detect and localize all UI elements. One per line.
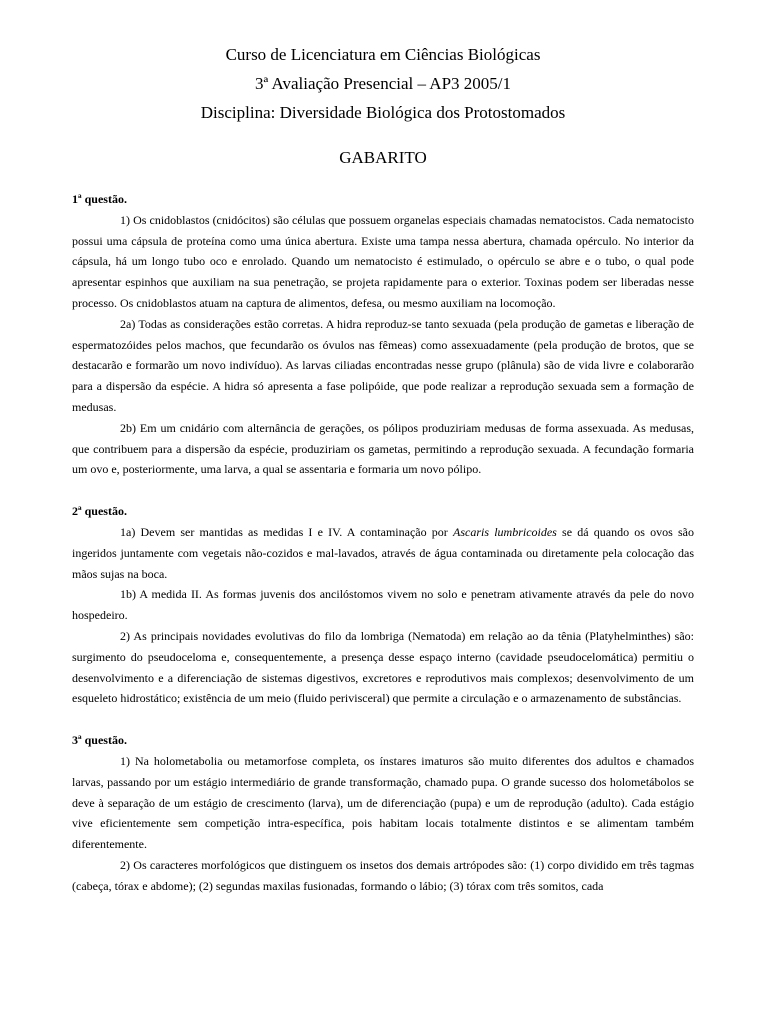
- question-1-answer-2b: 2b) Em um cnidário com alternância de gerações, os pólipos produziriam medusas de forma assexuada. As medusas, que contribuem para a dispersão da espécie, produziriam os gametas, permitindo a reprodução sexuada. A fecundação formaria um ovo e, posteriormente, uma larva, a qual se assentaria e formaria um novo pólipo.: [72, 420, 694, 477]
- question-2-answer-1b: 1b) A medida II. As formas juvenis dos ancilóstomos vivem no solo e penetram ativamente através da pele do novo hospedeiro.: [72, 587, 694, 623]
- question-2: [72, 501, 694, 709]
- question-1-answer-2a: 2a) Todas as considerações estão corretas. A hidra reproduz-se tanto sexuada (pela produção de gametas e liberação de espermatozóides pelos machos, que fecundarão os óvulos nas fêmeas) como assexuadamente (pela produção de brotos, que se destacarão e formarão um novo indivíduo). As larvas ciliadas encontradas nesse grupo (plânula) são de vida livre e colaborarão para a dispersão da espécie. A hidra só apresenta a fase polipóide, que pode realizar a reprodução sexuada sem a formação de medusas.: [72, 316, 694, 414]
- question-3-answer-1: 1) Na holometabolia ou metamorfose completa, os ínstares imaturos são muito diferentes dos adultos e chamados larvas, passando por um estágio intermediário de grande transformação, chamado pupa. O grande sucesso dos holometábolos se deve à separação de um estágio de crescimento (larva), um de diferenciação (pupa) e um de reprodução (adulto). Cada estágio vive eficientemente sem competição intra-específica, pois habitam locais totalmente distintos e se alimentam também diferentemente.: [72, 753, 694, 852]
- question-2-answer-2: 2) As principais novidades evolutivas do filo da lombriga (Nematoda) em relação ao da tênia (Platyhelminthes) são: surgimento do pseudoceloma e, consequentemente, a presença desse espaço interno (cavidade pseudocelomática) permitiu o desenvolvimento e a diferenciação de sistemas digestivos, excretores e reprodutivos mais complexos; desenvolvimento de um esqueleto hidrostático; existência de um meio (fluido perivisceral) que permite a circulação e o armazenamento de substâncias.: [72, 628, 694, 706]
- question-3-title: 3ª questão.: [72, 733, 127, 748]
- section-spacer: [72, 480, 694, 501]
- discipline-title: Disciplina: Diversidade Biológica dos Protostomados: [200, 103, 566, 122]
- exam-title: 3ª Avaliação Presencial – AP3 2005/1: [254, 74, 512, 93]
- answer-key-body: [72, 189, 694, 897]
- question-1: [72, 189, 694, 480]
- answer-1a-text-end: se dá quando os ovos são ingeridos juntamente com vegetais não-cozidos e mal-lavados, através de água contaminada ou diretamente pela colocação das mãos sujas na boca.: [72, 524, 694, 581]
- section-spacer: [72, 709, 694, 730]
- question-3-answer-2: 2) Os caracteres morfológicos que distinguem os insetos dos demais artrópodes são: (1) corpo dividido em três tagmas (cabeça, tórax e abdome); (2) segundas maxilas fusionadas, formando o lábio; (3) tórax com três somitos, cada: [72, 857, 694, 893]
- question-1-answer-1: 1) Os cnidoblastos (cnidócitos) são células que possuem organelas especiais chamadas nematocistos. Cada nematocisto possui uma cápsula de proteína como uma única abertura. Existe uma tampa nessa abertura, chamada opérculo. No interior da cápsula, há um longo tubo oco e enrolado. Quando um nematocisto é estimulado, o opérculo se abre e o tubo, o qual pode apresentar espinhos que auxiliam na sua penetração, se projeta rapidamente para o exterior. Toxinas podem ser liberadas nesse processo. Os cnidoblastos atuam na captura de alimentos, defesa, ou mesmo auxiliam na locomoção.: [72, 212, 694, 310]
- question-3: [72, 730, 694, 896]
- course-title: Curso de Licenciatura em Ciências Biológicas: [225, 45, 541, 64]
- species-name: Ascaris lumbricoides: [453, 524, 557, 539]
- question-2-title: 2ª questão.: [72, 504, 127, 519]
- question-2-answer-1a: [72, 522, 694, 584]
- question-1-title: 1ª questão.: [72, 192, 127, 206]
- page-title: GABARITO: [339, 148, 427, 167]
- answer-1a-text-start: 1a) Devem ser mantidas as medidas I e IV. A contaminação por: [120, 524, 453, 539]
